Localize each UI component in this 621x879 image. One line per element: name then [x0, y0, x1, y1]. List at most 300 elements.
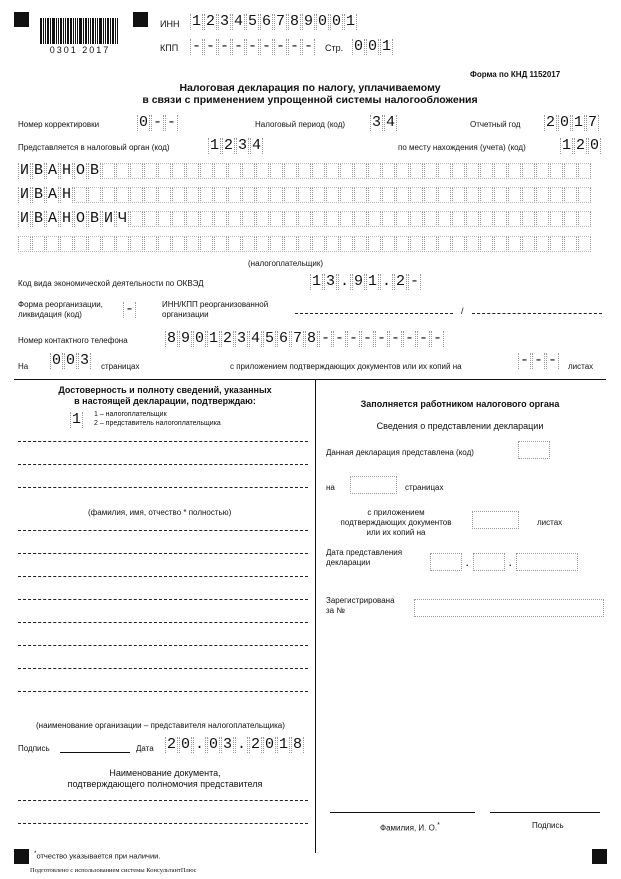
char-cell — [144, 163, 157, 179]
char-cell — [284, 163, 297, 179]
period-value[interactable] — [370, 115, 398, 131]
char-cell: 1 — [209, 137, 219, 154]
char-cell — [452, 236, 465, 252]
char-cell: - — [152, 114, 162, 131]
char-cell: 0 — [264, 736, 274, 753]
sign-line[interactable] — [60, 752, 130, 753]
reorg-form-label-1: Форма реорганизации, — [18, 300, 103, 309]
char-cell — [172, 236, 185, 252]
char-cell: 3 — [325, 273, 335, 290]
barcode-bar — [92, 18, 94, 44]
page-value[interactable] — [352, 39, 394, 55]
title-line-1: Налоговая декларация по налогу, уплачиваемому — [179, 82, 441, 94]
right-fio-label — [380, 821, 440, 834]
doc-title-1: Наименование документа, — [109, 768, 221, 778]
char-cell — [494, 163, 507, 179]
char-cell — [326, 236, 339, 252]
char-cell: 0 — [138, 114, 148, 131]
char-cell — [382, 236, 395, 252]
barcode-bar — [67, 18, 69, 44]
right-fio-line[interactable] — [330, 812, 475, 813]
char-cell — [242, 187, 255, 203]
barcode-bar — [60, 18, 62, 44]
char-cell: Н — [61, 186, 71, 203]
char-cell — [242, 211, 255, 227]
char-cell: 0 — [559, 114, 569, 131]
char-cell — [172, 211, 185, 227]
reorg-kpp-field[interactable] — [472, 313, 602, 314]
char-cell: 0 — [65, 352, 75, 369]
right-date-dot-2: . — [509, 558, 512, 568]
barcode-bar — [47, 18, 49, 44]
char-cell — [326, 211, 339, 227]
char-cell: В — [33, 162, 43, 179]
reg-number-box[interactable] — [414, 599, 604, 617]
char-cell — [508, 211, 521, 227]
char-cell: 1 — [208, 330, 218, 347]
right-date-year[interactable] — [516, 553, 578, 571]
title-line-2: в связи с применением упрощенной системы налогообложения — [142, 94, 478, 106]
inn-value[interactable] — [190, 14, 358, 30]
char-cell: 0 — [353, 38, 363, 55]
barcode-bar — [63, 18, 64, 44]
char-cell — [550, 211, 563, 227]
char-cell: 3 — [236, 330, 246, 347]
char-cell — [228, 163, 241, 179]
char-cell — [326, 163, 339, 179]
char-cell — [242, 163, 255, 179]
char-cell: 2 — [205, 13, 215, 30]
char-cell: 1 — [191, 13, 201, 30]
char-cell: 2 — [545, 114, 555, 131]
right-sheets-box[interactable] — [472, 511, 519, 529]
date-label: Дата — [136, 744, 154, 753]
char-cell — [270, 236, 283, 252]
char-cell — [396, 163, 409, 179]
char-cell: А — [47, 162, 57, 179]
char-cell: 5 — [247, 13, 257, 30]
barcode-bar — [58, 18, 59, 44]
char-cell — [508, 187, 521, 203]
barcode-bar — [40, 18, 42, 44]
char-cell — [494, 236, 507, 252]
footnote — [34, 849, 160, 862]
char-cell — [438, 187, 451, 203]
barcode-bar — [83, 18, 84, 44]
char-cell — [508, 236, 521, 252]
char-cell — [340, 187, 353, 203]
kpp-label: КПП — [160, 43, 179, 53]
char-cell — [130, 211, 143, 227]
char-cell: А — [47, 210, 57, 227]
char-cell — [480, 187, 493, 203]
char-cell: - — [376, 330, 386, 347]
pages-attach-value[interactable] — [518, 353, 560, 369]
char-cell — [256, 211, 269, 227]
char-cell: Н — [61, 210, 71, 227]
char-cell: 1 — [345, 13, 355, 30]
char-cell — [186, 211, 199, 227]
char-cell: О — [75, 162, 85, 179]
char-cell — [284, 236, 297, 252]
char-cell: 0 — [317, 13, 327, 30]
char-cell — [410, 187, 423, 203]
char-cell — [368, 163, 381, 179]
char-cell: - — [219, 38, 229, 55]
char-cell: 2 — [223, 137, 233, 154]
char-cell: 0 — [367, 38, 377, 55]
char-cell — [438, 236, 451, 252]
right-sign-label: Подпись — [532, 821, 564, 830]
char-cell — [312, 163, 325, 179]
date-value[interactable] — [165, 737, 305, 753]
taxpayer-line-4[interactable] — [18, 236, 592, 252]
org-rows[interactable] — [18, 526, 308, 692]
char-cell: О — [75, 210, 85, 227]
okved-value[interactable] — [310, 274, 422, 290]
right-date-label — [326, 548, 402, 568]
right-fio-star: * — [437, 822, 440, 829]
submitted-code-box[interactable] — [518, 441, 550, 459]
char-cell — [564, 211, 577, 227]
char-cell — [382, 211, 395, 227]
column-divider — [315, 380, 316, 853]
reg-label-2: за № — [326, 606, 345, 615]
char-cell — [382, 163, 395, 179]
char-cell: И — [19, 162, 29, 179]
char-cell — [116, 236, 129, 252]
reorg-form-value[interactable] — [123, 302, 137, 318]
form-code: Форма по КНД 1152017 — [470, 70, 561, 79]
taxpayer-line-3[interactable] — [18, 211, 592, 227]
char-cell: 4 — [251, 137, 261, 154]
char-cell: 2 — [250, 736, 260, 753]
char-cell — [578, 163, 591, 179]
barcode-bar — [103, 18, 104, 44]
char-cell: 2 — [395, 273, 405, 290]
reorg-inn-label-1: ИНН/КПП реорганизованной — [162, 300, 269, 309]
barcode-bar — [99, 18, 102, 44]
char-cell: 1 — [71, 411, 81, 428]
char-cell: - — [334, 330, 344, 347]
confirm-heading — [40, 385, 290, 407]
char-cell — [354, 211, 367, 227]
char-cell: 0 — [208, 736, 218, 753]
char-cell — [312, 236, 325, 252]
char-cell: - — [533, 352, 543, 369]
char-cell — [102, 236, 115, 252]
year-value[interactable] — [544, 115, 600, 131]
corner-mark-bottom-right — [592, 849, 607, 864]
char-cell: 3 — [237, 137, 247, 154]
char-cell: 7 — [292, 330, 302, 347]
right-sign-line[interactable] — [490, 812, 600, 813]
inn-label: ИНН — [160, 19, 180, 29]
char-cell — [298, 187, 311, 203]
section-divider — [14, 379, 606, 380]
char-cell — [480, 236, 493, 252]
char-cell: 1 — [311, 273, 321, 290]
char-cell: И — [19, 210, 29, 227]
right-date-day[interactable] — [430, 553, 462, 571]
char-cell — [158, 163, 171, 179]
char-cell: 4 — [233, 13, 243, 30]
char-cell: 4 — [385, 114, 395, 131]
char-cell — [340, 211, 353, 227]
char-cell — [158, 187, 171, 203]
char-cell: - — [275, 38, 285, 55]
right-date-dot-1: . — [466, 558, 469, 568]
char-cell: 5 — [264, 330, 274, 347]
pages-value[interactable] — [50, 353, 92, 369]
char-cell: - — [233, 38, 243, 55]
right-fio-text: Фамилия, И. О. — [380, 823, 438, 833]
char-cell — [438, 163, 451, 179]
char-cell: В — [89, 210, 99, 227]
char-cell: 0 — [331, 13, 341, 30]
fio-rows[interactable] — [18, 437, 308, 488]
char-cell: И — [19, 186, 29, 203]
corner-mark-top-left — [14, 12, 29, 27]
char-cell — [578, 236, 591, 252]
char-cell — [200, 236, 213, 252]
char-cell — [256, 163, 269, 179]
char-cell — [130, 163, 143, 179]
barcode-bar — [65, 18, 66, 44]
char-cell — [228, 236, 241, 252]
char-cell: 0 — [180, 736, 190, 753]
pages-label: страницах — [101, 362, 140, 371]
char-cell — [270, 187, 283, 203]
right-attach-label — [326, 508, 466, 538]
char-cell — [368, 187, 381, 203]
char-cell — [396, 211, 409, 227]
char-cell — [424, 163, 437, 179]
phone-value[interactable] — [165, 331, 445, 347]
location-value[interactable] — [560, 138, 602, 154]
char-cell: 4 — [250, 330, 260, 347]
char-cell: 8 — [289, 13, 299, 30]
char-cell — [452, 211, 465, 227]
char-cell — [536, 163, 549, 179]
char-cell: 1 — [278, 736, 288, 753]
char-cell — [116, 187, 129, 203]
barcode-bar — [95, 18, 96, 44]
char-cell — [256, 187, 269, 203]
char-cell — [354, 236, 367, 252]
barcode-bar — [50, 18, 51, 44]
taxpayer-line-2[interactable] — [18, 187, 592, 203]
barcode-bar — [112, 18, 114, 44]
submitted-label: Данная декларация представлена (код) — [326, 448, 474, 457]
char-cell: - — [289, 38, 299, 55]
char-cell — [522, 187, 535, 203]
footnote-text: отчество указывается при наличии. — [36, 851, 161, 861]
char-cell — [200, 187, 213, 203]
right-attach-2: подтверждающих документов — [340, 518, 452, 527]
barcode-number: 0301 2017 — [49, 45, 111, 55]
char-cell: 2 — [222, 330, 232, 347]
char-cell — [144, 236, 157, 252]
char-cell: - — [404, 330, 414, 347]
char-cell — [452, 163, 465, 179]
char-cell — [130, 187, 143, 203]
char-cell — [284, 211, 297, 227]
char-cell — [200, 211, 213, 227]
char-cell: 3 — [79, 352, 89, 369]
char-cell — [410, 211, 423, 227]
sign-label: Подпись — [18, 744, 50, 753]
char-cell — [60, 236, 73, 252]
char-cell — [452, 187, 465, 203]
char-cell: - — [124, 301, 134, 318]
char-cell: Н — [61, 162, 71, 179]
barcode-bar — [97, 18, 98, 44]
char-cell — [158, 236, 171, 252]
footnote-star: * — [34, 850, 37, 857]
char-cell — [508, 163, 521, 179]
pages-sheets-label: листах — [568, 362, 594, 371]
kpp-value[interactable] — [190, 39, 316, 55]
char-cell — [228, 211, 241, 227]
tax-org-label: Представляется в налоговый орган (код) — [18, 143, 170, 152]
char-cell — [284, 187, 297, 203]
tax-org-value[interactable] — [208, 138, 264, 154]
barcode-bar — [88, 18, 89, 44]
char-cell — [382, 187, 395, 203]
char-cell — [186, 236, 199, 252]
char-cell: 9 — [303, 13, 313, 30]
char-cell — [242, 236, 255, 252]
char-cell — [466, 236, 479, 252]
char-cell — [158, 211, 171, 227]
char-cell: 2 — [575, 137, 585, 154]
location-label: по месту нахождения (учета) (код) — [398, 143, 526, 152]
char-cell — [186, 187, 199, 203]
pages-on-label: На — [18, 362, 29, 371]
char-cell — [340, 163, 353, 179]
doc-title — [40, 768, 290, 790]
reorg-inn-label-2: организации — [162, 310, 209, 319]
char-cell — [102, 163, 115, 179]
correction-value[interactable] — [137, 115, 179, 131]
char-cell: 0 — [51, 352, 61, 369]
confirm-heading-1: Достоверность и полноту сведений, указанных — [58, 385, 272, 395]
right-pages-label: страницах — [405, 483, 444, 492]
barcode-bar — [52, 18, 55, 44]
barcode-bar — [90, 18, 91, 44]
char-cell: 0 — [194, 330, 204, 347]
char-cell: 1 — [367, 273, 377, 290]
char-cell — [200, 163, 213, 179]
char-cell — [298, 163, 311, 179]
char-cell: - — [409, 273, 419, 290]
char-cell — [270, 163, 283, 179]
confirm-options — [94, 410, 221, 428]
char-cell — [214, 163, 227, 179]
phone-label: Номер контактного телефона — [18, 336, 128, 345]
char-cell: - — [418, 330, 428, 347]
char-cell — [172, 187, 185, 203]
char-cell — [564, 236, 577, 252]
barcode-bar — [77, 18, 78, 44]
fio-caption: (фамилия, имя, отчество * полностью) — [88, 508, 232, 517]
reg-label-1: Зарегистрирована — [326, 596, 395, 605]
barcode-bar — [75, 18, 76, 44]
char-cell — [312, 211, 325, 227]
char-cell — [536, 187, 549, 203]
barcode-bar — [56, 18, 57, 44]
right-subheading: Сведения о представлении декларации — [376, 421, 544, 431]
reorg-inn-field[interactable] — [295, 313, 453, 314]
barcode — [40, 14, 120, 44]
char-cell: . — [194, 736, 204, 753]
right-sheets-label: листах — [537, 518, 563, 527]
right-date-label-1: Дата представления — [326, 548, 403, 557]
page-label: Стр. — [325, 43, 344, 53]
char-cell: . — [339, 273, 349, 290]
char-cell — [298, 236, 311, 252]
barcode-bar — [105, 18, 106, 44]
char-cell — [368, 236, 381, 252]
right-date-month[interactable] — [473, 553, 505, 571]
char-cell — [396, 236, 409, 252]
char-cell — [396, 187, 409, 203]
char-cell: В — [89, 162, 99, 179]
barcode-bar — [117, 18, 118, 44]
char-cell — [144, 187, 157, 203]
char-cell — [494, 187, 507, 203]
char-cell: Ч — [117, 210, 127, 227]
char-cell: 8 — [292, 736, 302, 753]
right-pages-box[interactable] — [350, 476, 397, 494]
char-cell — [172, 163, 185, 179]
period-label: Налоговый период (код) — [255, 120, 346, 129]
char-cell: - — [320, 330, 330, 347]
doc-rows[interactable] — [18, 796, 308, 824]
taxpayer-line-1[interactable] — [18, 163, 592, 179]
right-on-label: на — [326, 483, 335, 492]
char-cell — [466, 211, 479, 227]
prepared-note: Подготовлено с использованием системы КонсультантПлюс — [30, 867, 197, 874]
confirm-value[interactable] — [70, 412, 84, 428]
char-cell: - — [166, 114, 176, 131]
right-attach-1: с приложением — [367, 508, 425, 517]
barcode-bar — [85, 18, 87, 44]
char-cell — [46, 236, 59, 252]
char-cell — [550, 187, 563, 203]
barcode-bar — [70, 18, 72, 44]
char-cell — [536, 236, 549, 252]
char-cell — [494, 211, 507, 227]
char-cell — [522, 211, 535, 227]
char-cell: А — [47, 186, 57, 203]
reorg-inn-label — [162, 300, 268, 320]
char-cell — [32, 236, 45, 252]
reorg-form-label — [18, 300, 103, 320]
char-cell — [550, 236, 563, 252]
org-caption: (наименование организации – представителя налогоплательщика) — [36, 721, 285, 730]
char-cell — [480, 211, 493, 227]
char-cell: 3 — [371, 114, 381, 131]
char-cell — [536, 211, 549, 227]
char-cell — [74, 236, 87, 252]
char-cell — [186, 163, 199, 179]
barcode-bar — [45, 18, 46, 44]
barcode-bar — [43, 18, 44, 44]
char-cell: - — [547, 352, 557, 369]
char-cell: И — [103, 210, 113, 227]
